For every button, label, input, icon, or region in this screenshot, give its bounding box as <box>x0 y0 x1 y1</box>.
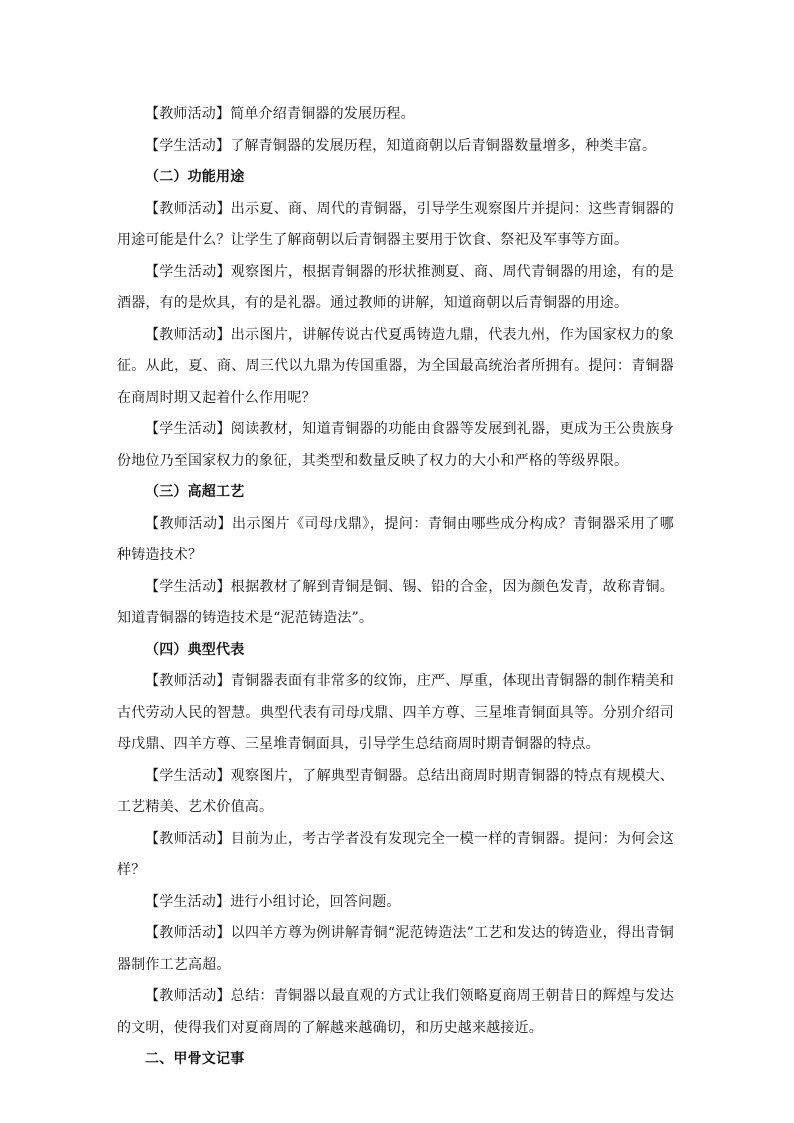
paragraph-teacher-four-goat: 【教师活动】以四羊方尊为例讲解青铜“泥范铸造法”工艺和发达的铸造业，得出青铜器制作工艺高超。 <box>117 925 674 973</box>
paragraph-student-function: 【学生活动】观察图片，根据青铜器的形状推测夏、商、周代青铜器的用途，有的是酒器，有的是炊具，有的是礼器。通过教师的讲解，知道商朝以后青铜器的用途。 <box>117 263 674 311</box>
paragraph-teacher-nine-ding: 【教师活动】出示图片，讲解传说古代夏禹铸造九鼎，代表九州，作为国家权力的象征。从此，夏、商、周三代以九鼎为传国重器，为全国最高统治者所拥有。提问：青铜器在商周时期又起着什么作用呢？ <box>117 326 674 406</box>
paragraph-teacher-function: 【教师活动】出示夏、商、周代的青铜器，引导学生观察图片并提问：这些青铜器的用途可能是什么？让学生了解商朝以后青铜器主要用于饮食、祭祀及军事等方面。 <box>117 200 674 248</box>
paragraph-teacher-question: 【教师活动】目前为止，考古学者没有发现完全一模一样的青铜器。提问：为何会这样？ <box>117 830 674 878</box>
paragraph-teacher-craft: 【教师活动】出示图片《司母戊鼎》，提问：青铜由哪些成分构成？青铜器采用了哪种铸造技术？ <box>117 515 674 563</box>
section-heading-function: （二）功能用途 <box>145 169 245 185</box>
section-heading-oracle-bone: 二、甲骨文记事 <box>145 1051 245 1067</box>
paragraph-teacher-summary: 【教师活动】总结：青铜器以最直观的方式让我们领略夏商周王朝昔日的辉煌与发达的文明，使得我们对夏商周的了解越来越确切，和历史越来越接近。 <box>117 988 674 1036</box>
paragraph-teacher-intro: 【教师活动】简单介绍青铜器的发展历程。 <box>145 106 415 122</box>
paragraph-student-intro: 【学生活动】了解青铜器的发展历程，知道商朝以后青铜器数量增多，种类丰富。 <box>145 137 657 154</box>
paragraph-student-craft: 【学生活动】根据教材了解到青铜是铜、锡、铅的合金，因为颜色发青，故称青铜。知道青铜器的铸造技术是“泥范铸造法”。 <box>117 578 674 626</box>
document-body <box>117 99 674 1076</box>
section-heading-representatives: （四）典型代表 <box>145 641 245 658</box>
paragraph-teacher-representatives: 【教师活动】青铜器表面有非常多的纹饰，庄严、厚重，体现出青铜器的制作精美和古代劳动人民的智慧。典型代表有司母戊鼎、四羊方尊、三星堆青铜面具等。分别介绍司母戊鼎、四羊方尊、三星堆青铜面具，引导学生总结商周时期青铜器的特点。 <box>117 673 674 752</box>
section-heading-craft: （三）高超工艺 <box>145 484 245 500</box>
paragraph-student-nine-ding: 【学生活动】阅读教材，知道青铜器的功能由食器等发展到礼器，更成为王公贵族身份地位乃至国家权力的象征，其类型和数量反映了权力的大小和严格的等级界限。 <box>117 421 674 469</box>
paragraph-student-discussion: 【学生活动】进行小组讨论，回答问题。 <box>145 893 401 910</box>
paragraph-student-representatives: 【学生活动】观察图片，了解典型青铜器。总结出商周时期青铜器的特点有规模大、工艺精美、艺术价值高。 <box>117 767 674 815</box>
